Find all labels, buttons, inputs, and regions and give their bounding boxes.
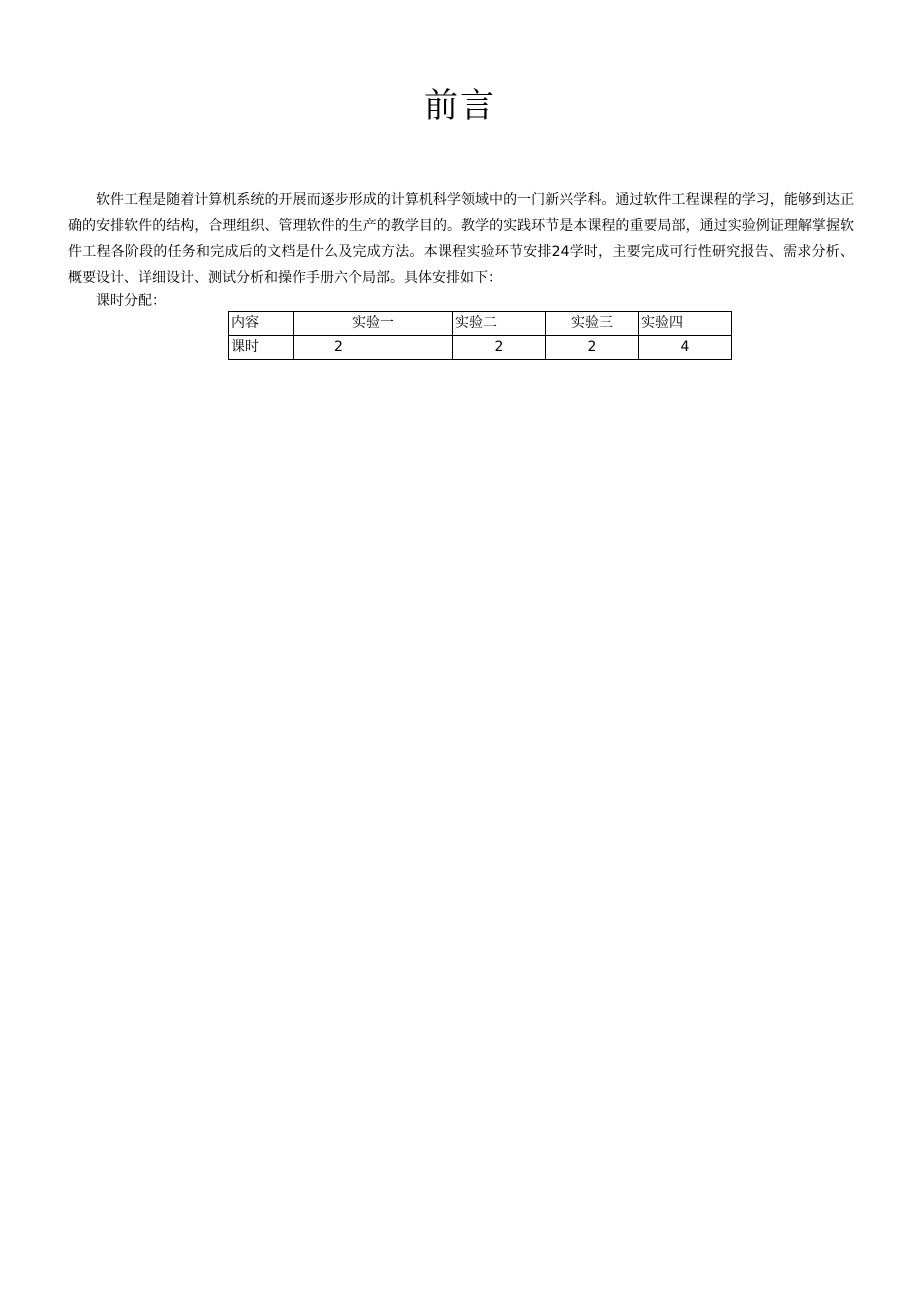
table-header-cell: 内容	[229, 312, 294, 336]
hours-table	[228, 311, 732, 360]
table-header-cell: 实验二	[453, 312, 546, 336]
intro-paragraph: 软件工程是随着计算机系统的开展而逐步形成的计算机科学领域中的一门新兴学科。通过软件工程课程的学习，能够到达正确的安排软件的结构，合理组织、管理软件的生产的教学目的。教学的实践环节是本课程的重要局部，通过实验例证理解掌握软件工程各阶段的任务和完成后的文档是什么及完成方法。本课程实验环节安排24学时，主要完成可行性研究报告、需求分析、概要设计、详细设计、测试分析和操作手册六个局部。具体安排如下：	[68, 192, 854, 286]
table-row	[229, 336, 732, 360]
table-header-cell: 实验四	[639, 312, 732, 336]
table-cell: 2	[294, 336, 453, 360]
page-title: 前言	[424, 86, 496, 126]
table-header-cell: 实验一	[294, 312, 453, 336]
table-cell: 2	[546, 336, 639, 360]
table-cell: 4	[639, 336, 732, 360]
table-header-cell: 实验三	[546, 312, 639, 336]
table-header-row	[229, 312, 732, 336]
table-cell: 2	[453, 336, 546, 360]
table-cell: 课时	[229, 336, 294, 360]
hours-allocation-label: 课时分配：	[96, 293, 166, 309]
